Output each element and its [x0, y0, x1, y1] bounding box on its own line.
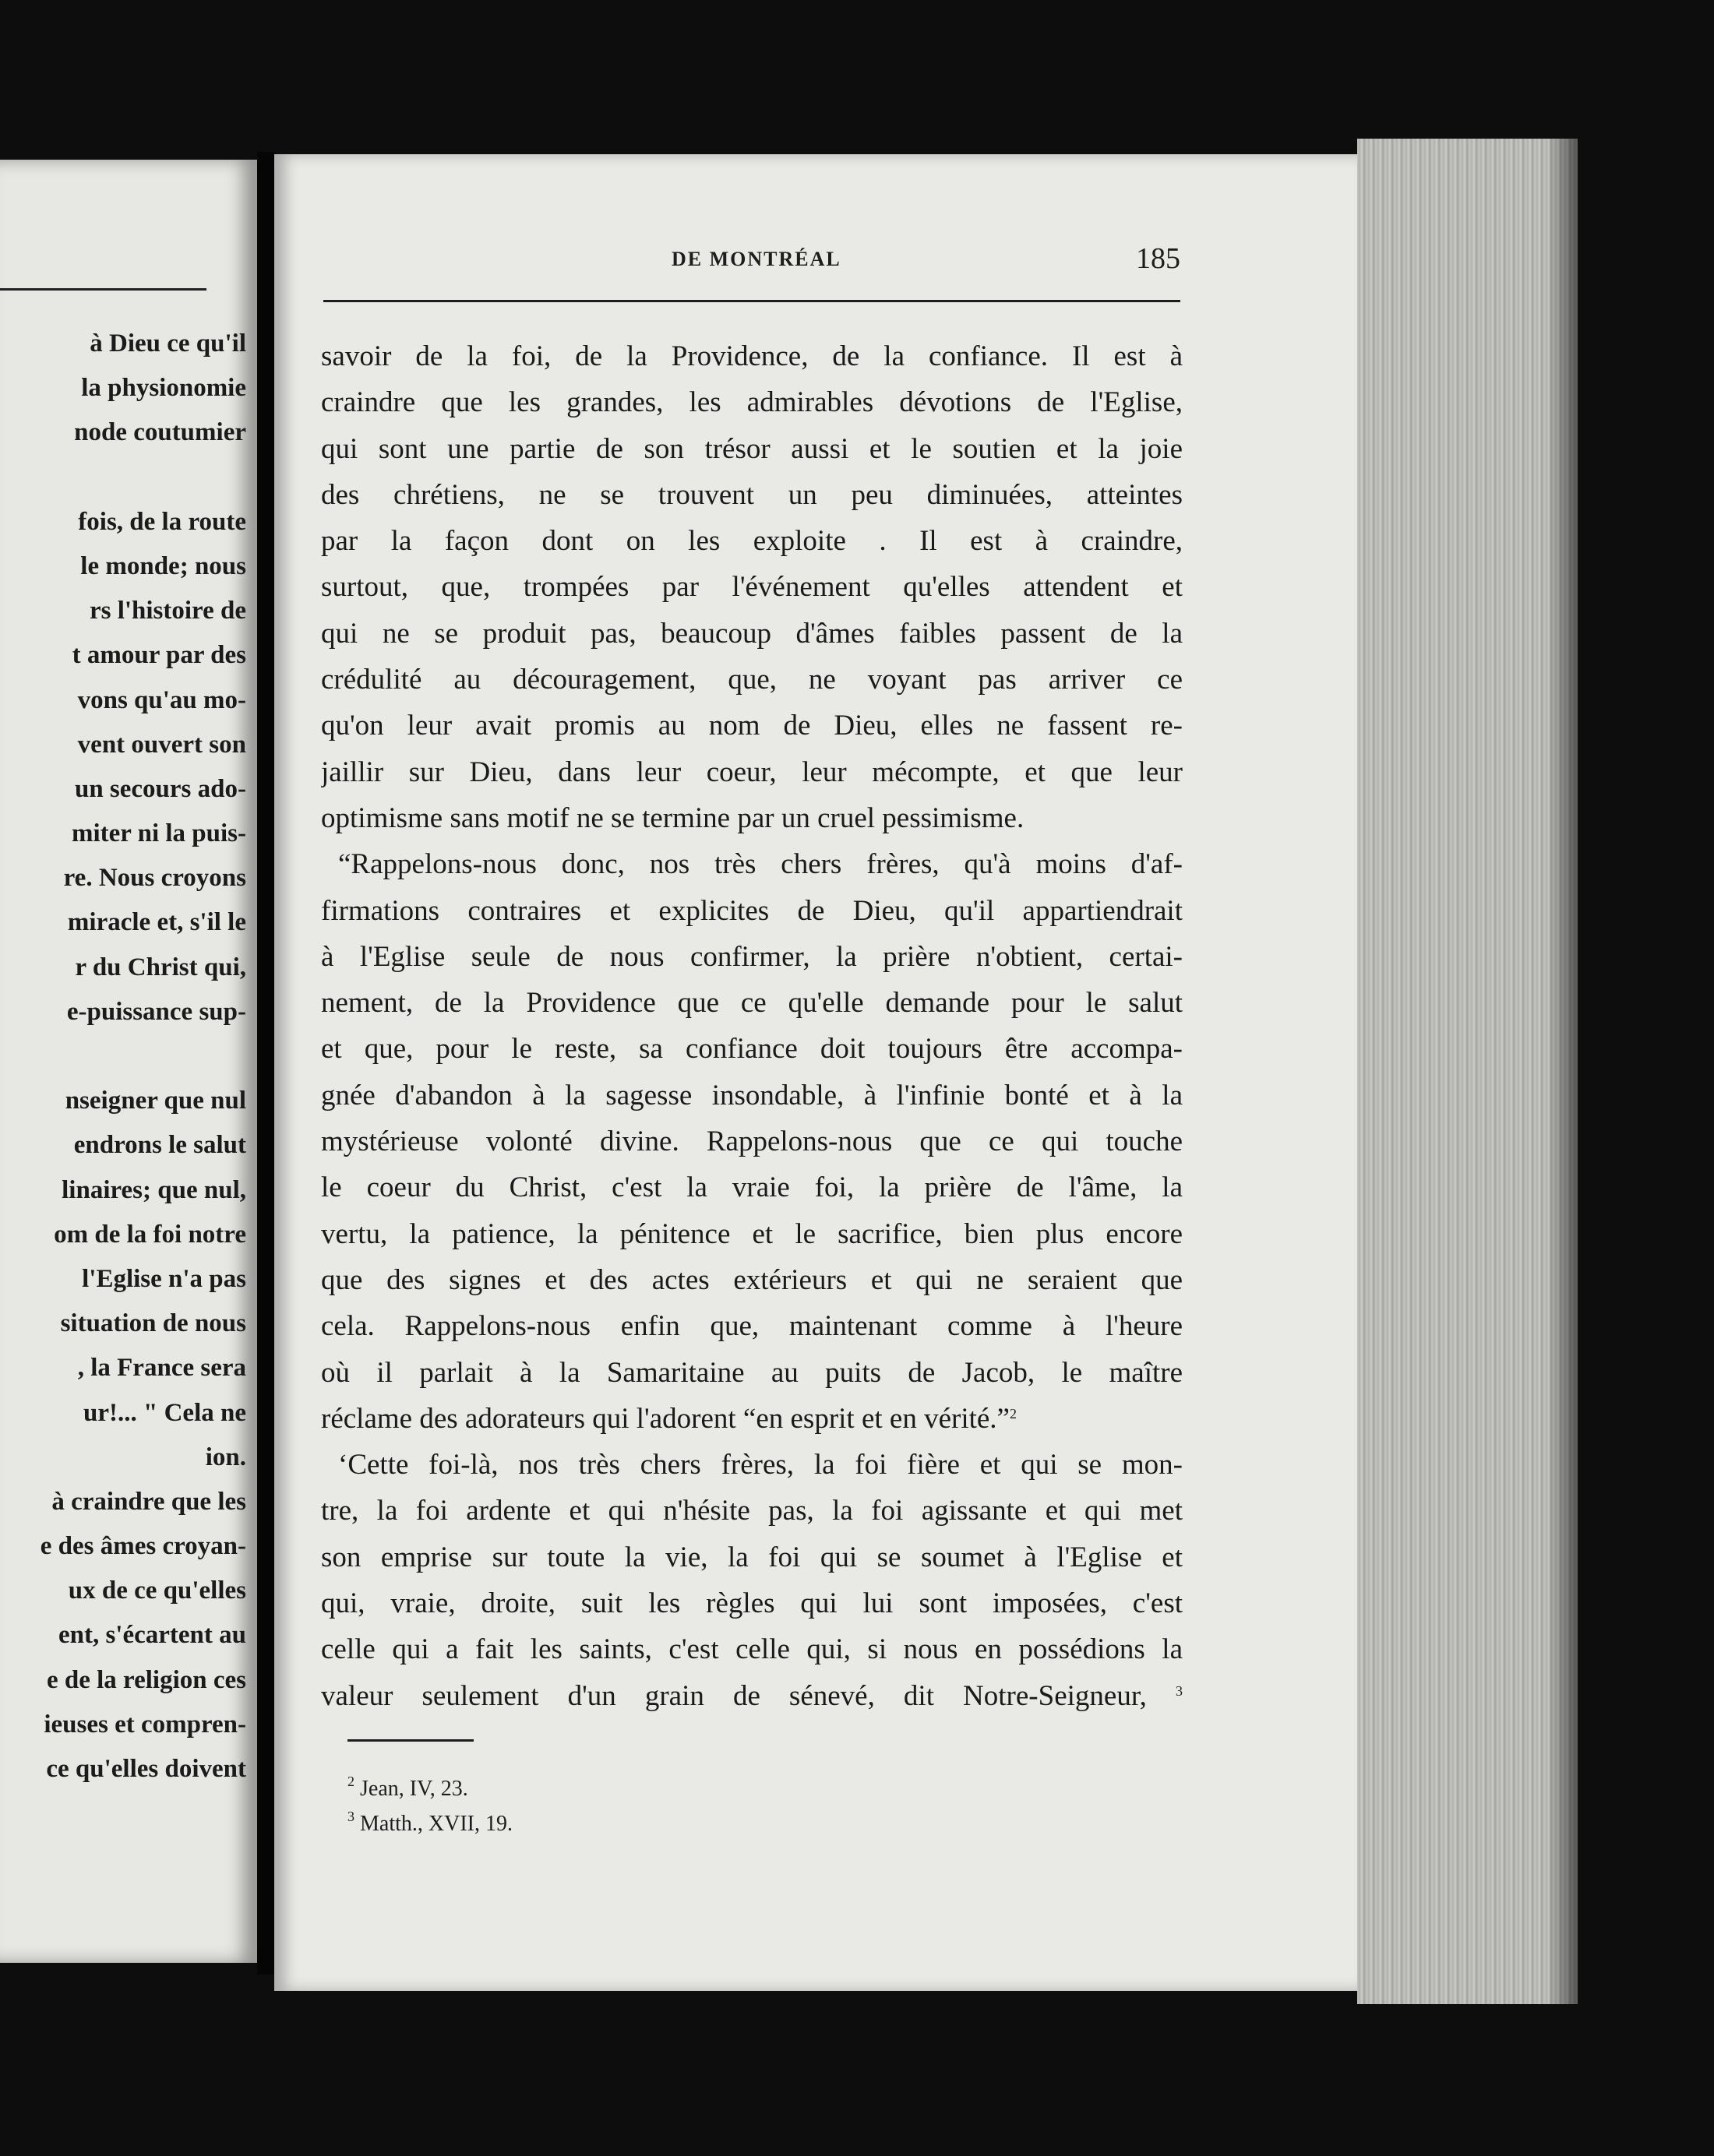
book-gutter — [257, 152, 276, 1975]
previous-page-line: linaires; que nul, — [62, 1175, 246, 1204]
previous-page-line: ur!... " Cela ne — [83, 1398, 246, 1427]
previous-page-line: à Dieu ce qu'il — [90, 329, 246, 358]
footnote-ref: 2 — [1009, 1405, 1017, 1421]
previous-page-line: l'Eglise n'a pas — [82, 1264, 246, 1293]
previous-page-line: node coutumier — [74, 418, 246, 447]
text-line-content: réclame des adorateurs qui l'adorent “en esprit et en vérité.” — [321, 1402, 1010, 1435]
previous-page — [0, 160, 257, 1963]
text-line: optimisme sans motif ne se termine par un cruel pessimisme. — [321, 801, 1025, 834]
previous-page-line: e-puissance sup- — [66, 997, 246, 1026]
text-line: savoir de la foi, de la Providence, de la confiance. Il est à — [321, 340, 1183, 372]
text-line: crédulité au découragement, que, ne voyant pas arriver ce — [321, 664, 1183, 696]
text-line: mystérieuse volonté divine. Rappelons-nous que ce qui touche — [321, 1126, 1183, 1158]
previous-page-line: ce qu'elles doivent — [46, 1755, 246, 1783]
previous-page-line: e de la religion ces — [46, 1665, 246, 1694]
footnotes — [347, 1771, 513, 1841]
text-line: surtout, que, trompées par l'événement qu'elles attendent et — [321, 571, 1183, 604]
previous-page-line: ent, s'écartent au — [58, 1621, 246, 1650]
text-line: “Rappelons-nous donc, nos très chers frères, qu'à moins d'af- — [338, 848, 1183, 881]
footnote — [347, 1771, 513, 1806]
previous-page-line: situation de nous — [60, 1309, 246, 1338]
footnote — [347, 1806, 513, 1841]
previous-page-line: om de la foi notre — [54, 1220, 246, 1249]
body-text — [321, 333, 1183, 1719]
running-title: DE MONTRÉAL — [672, 248, 841, 270]
text-line: que des signes et des actes extérieurs et qui ne seraient que — [321, 1263, 1183, 1296]
text-line — [321, 1673, 1183, 1719]
text-line: vertu, la patience, la pénitence et le sacrifice, bien plus encore — [321, 1217, 1183, 1250]
previous-page-line: , la France sera — [77, 1354, 246, 1383]
text-line: et que, pour le reste, sa confiance doit toujours être accompa- — [321, 1033, 1183, 1066]
previous-page-line: e des âmes croyan- — [40, 1532, 246, 1561]
previous-page-line: vons qu'au mo- — [77, 685, 246, 714]
running-head — [323, 242, 1180, 279]
previous-page-line: le monde; nous — [80, 551, 246, 580]
previous-page-line: vent ouvert son — [77, 730, 246, 759]
text-line: cela. Rappelons-nous enfin que, maintenant comme à l'heure — [321, 1310, 1183, 1343]
text-line: qui, vraie, droite, suit les règles qui lui sont imposées, c'est — [321, 1587, 1183, 1620]
previous-page-line: à craindre que les — [51, 1487, 246, 1516]
footnote-text: Matth., XVII, 19. — [360, 1812, 513, 1836]
previous-page-header-rule — [0, 288, 206, 291]
previous-page-line: miracle et, s'il le — [67, 908, 246, 937]
footnote-ref: 3 — [1176, 1682, 1183, 1699]
text-line: jaillir sur Dieu, dans leur coeur, leur mécompte, et que leur — [321, 756, 1183, 788]
text-line: où il parlait à la Samaritaine au puits de Jacob, le maître — [321, 1356, 1183, 1389]
page-edges — [1357, 139, 1578, 2004]
text-line: des chrétiens, ne se trouvent un peu diminuées, atteintes — [321, 478, 1183, 511]
header-rule — [323, 300, 1180, 302]
text-line: son emprise sur toute la vie, la foi qui se soumet à l'Eglise et — [321, 1541, 1183, 1573]
text-line: celle qui a fait les saints, c'est celle qui, si nous en possédions la — [321, 1633, 1183, 1666]
text-line: qui sont une partie de son trésor aussi et le soutien et la joie — [321, 432, 1183, 465]
previous-page-line: re. Nous croyons — [63, 864, 246, 893]
text-line: par la façon dont on les exploite . Il est à craindre, — [321, 525, 1183, 558]
text-line: qu'on leur avait promis au nom de Dieu, elles ne fassent re- — [321, 710, 1183, 742]
text-line: nement, de la Providence que ce qu'elle demande pour le salut — [321, 987, 1183, 1020]
previous-page-text — [0, 322, 246, 1791]
previous-page-line: miter ni la puis- — [72, 819, 246, 848]
previous-page-line: fois, de la route — [78, 507, 246, 536]
text-line — [321, 1396, 1183, 1442]
previous-page-line — [0, 1034, 246, 1079]
previous-page-line: nseigner que nul — [65, 1087, 246, 1115]
previous-page-line: rs l'histoire de — [89, 597, 246, 625]
previous-page-line: r du Christ qui, — [75, 953, 246, 981]
previous-page-line: la physionomie — [81, 374, 246, 403]
previous-page-line — [0, 456, 246, 500]
previous-page-line: ux de ce qu'elles — [68, 1576, 246, 1605]
page-number: 185 — [1136, 242, 1180, 275]
text-line: le coeur du Christ, c'est la vraie foi, la prière de l'âme, la — [321, 1171, 1183, 1204]
previous-page-line: ieuses et compren- — [44, 1710, 246, 1739]
footnote-rule — [347, 1739, 474, 1742]
text-line: ‘Cette foi-là, nos très chers frères, la foi fière et qui se mon- — [338, 1449, 1183, 1481]
footnote-mark: 2 — [347, 1774, 354, 1789]
previous-page-line: ion. — [205, 1443, 246, 1471]
text-line: gnée d'abandon à la sagesse insondable, à l'infinie bonté et à la — [321, 1079, 1183, 1111]
text-line: firmations contraires et explicites de Dieu, qu'il appartiendrait — [321, 894, 1183, 927]
footnote-text: Jean, IV, 23. — [360, 1777, 468, 1801]
text-line: à l'Eglise seule de nous confirmer, la prière n'obtient, certai- — [321, 940, 1183, 973]
previous-page-line: endrons le salut — [73, 1131, 246, 1160]
footnote-mark: 3 — [347, 1809, 354, 1824]
text-line: craindre que les grandes, les admirables dévotions de l'Eglise, — [321, 386, 1183, 419]
text-line: tre, la foi ardente et qui n'hésite pas, la foi agissante et qui met — [321, 1495, 1183, 1527]
text-line-content: valeur seulement d'un grain de sénevé, dit Notre-Seigneur, — [321, 1679, 1147, 1712]
text-line: qui ne se produit pas, beaucoup d'âmes faibles passent de la — [321, 617, 1183, 650]
previous-page-line: t amour par des — [72, 641, 246, 670]
previous-page-line: un secours ado- — [74, 774, 246, 803]
